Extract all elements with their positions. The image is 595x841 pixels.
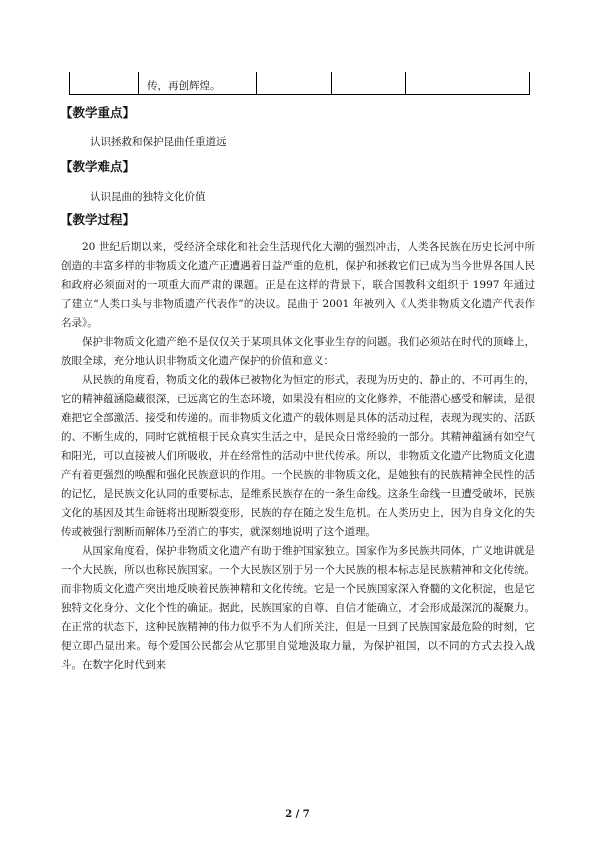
section-heading-difficulties: 【教学难点】 [60,159,136,174]
paragraph: 保护非物质文化遗产绝不是仅仅关于某项具体文化事业生存的问题。我们必须站在时代的顶峰上，放眼全球，充分地认识非物质文化遗产保护的价值和意义： [61,336,535,367]
table-column-divider [331,72,332,94]
table-fragment [69,72,530,95]
table-column-divider [405,72,406,94]
section-content-difficulties: 认识昆曲的独特文化价值 [90,191,206,203]
page-number: 2 / 7 [285,809,310,820]
table-column-divider [138,72,139,94]
table-column-divider [256,72,257,94]
section-content-key-points: 认识拯救和保护昆曲任重道远 [90,136,227,148]
body-text [61,238,535,675]
paragraph: 20 世纪后期以来，受经济全球化和社会生活现代化大潮的强烈冲击，人类各民族在历史长河中所创造的丰富多样的非物质文化遗产正遭遇着日益严重的危机，保护和拯救它们已成为当今世界各国人民和政府必须面对的一项重大而严肃的课题。正是在这样的背景下，联合国教科文组织于 1997 年通过了建立“人类口头与非物质遗产代表作”的决议。昆曲于 2001 年被列入《人类非物质文化遗产代表作名录》。 [61,241,535,329]
paragraph: 从民族的角度看，物质文化的载体已被物化为恒定的形式，表现为历史的、静止的、不可再生的，它的精神蕴涵隐藏很深，已远离它的生态环境，如果没有相应的文化修养，不能潜心感受和解读，是很难把它全部激活、接受和传递的。而非物质文化遗产的载体则是具体的活动过程，表现为现实的、活跃的、不断生成的，同时它就植根于民众真实生活之中，是民众日常经验的一部分。其精神蕴涵有如空气和阳光，可以直接被人们所吸收，并在经常性的活动中世代传承。所以，非物质文化遗产比物质文化遗产有着更强烈的唤醒和强化民族意识的作用。一个民族的非物质文化，是她独有的民族精神全民性的活的记忆，是民族文化认同的重要标志，是维系民族存在的一条生命线。这条生命线一旦遭受破坏，民族文化的基因及其生命链将出现断裂变形，民族的存在随之发生危机。在人类历史上，因为自身文化的失传或被强行割断而解体乃至消亡的事实，就深刻地说明了这个道理。 [61,374,535,538]
table-cell-text: 传，再创辉煌。 [147,80,221,92]
section-heading-key-points: 【教学重点】 [60,105,136,120]
section-heading-process: 【教学过程】 [60,212,136,227]
paragraph: 从国家角度看，保护非物质文化遗产有助于维护国家独立。国家作为多民族共同体，广义地讲就是一个大民族，所以也称民族国家。一个大民族区别于另一个大民族的根本标志是民族精神和文化传统。而非物质文化遗产突出地反映着民族神精和文化传统。它是一个民族国家深入脊髓的文化积淀，也是它独特文化身分、文化个性的确证。据此，民族国家的自尊、自信才能确立，才会形成最深沉的凝聚力。在正常的状态下，这种民族精神的伟力似乎不为人们所关注，但是一旦到了民族国家最危险的时刻，它便立即凸显出来。每个爱国公民都会从它那里自觉地汲取力量，为保护祖国，以不同的方式去投入战斗。在数字化时代到来 [61,545,535,671]
